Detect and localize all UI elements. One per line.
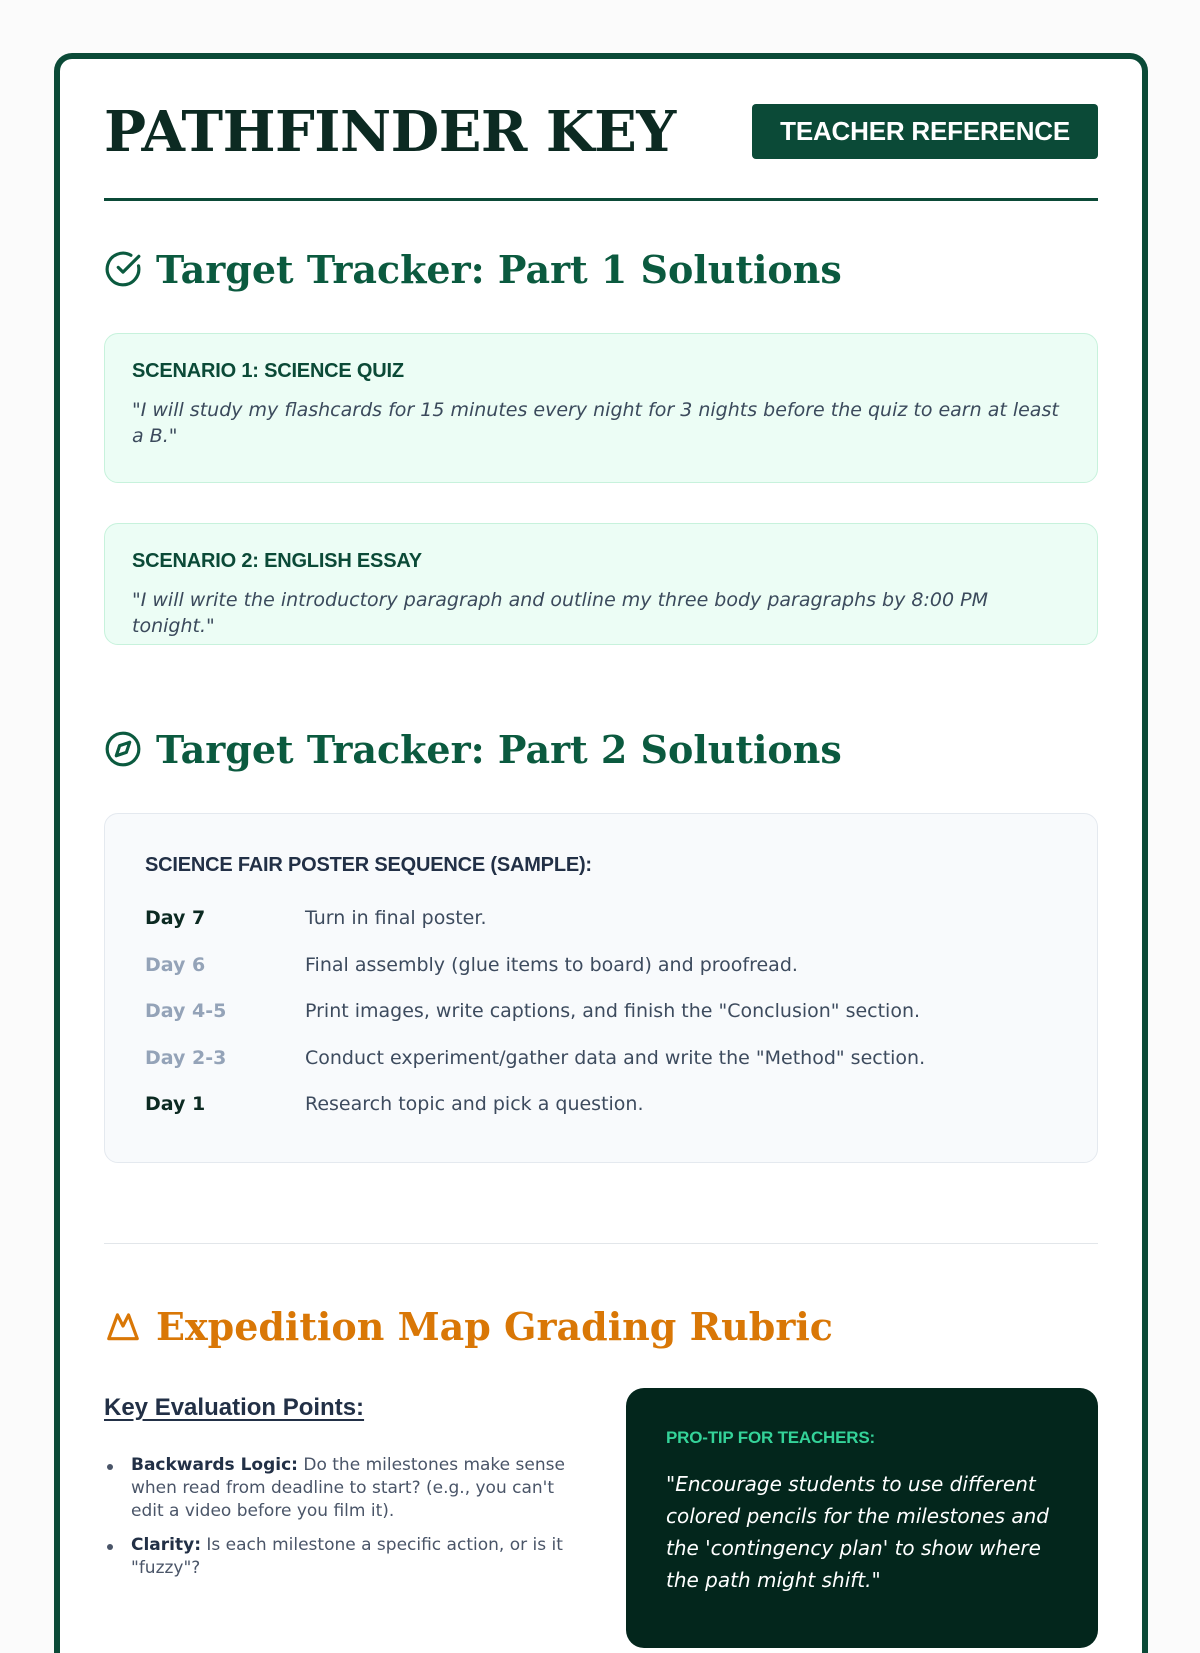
point-label: Clarity:	[131, 1535, 201, 1555]
sequence-day: Day 6	[145, 953, 206, 976]
rubric-heading-text: Expedition Map Grading Rubric	[156, 1303, 833, 1349]
sequence-task: Research topic and pick a question.	[305, 1093, 644, 1116]
sequence-day: Day 4-5	[145, 1000, 227, 1023]
point-text: Do the milestones make sense when read from deadline to start? (e.g., you can't edit a video before you film it).	[131, 1455, 565, 1521]
scenario-card	[104, 523, 1098, 645]
pro-tip-quote: "Encourage students to use different colored pencils for the milestones and the 'contingency plan' to show where the path might shift."	[666, 1472, 1049, 1592]
rubric-section	[104, 1388, 1098, 1648]
point-text: Is each milestone a specific action, or is it "fuzzy"?	[131, 1535, 563, 1578]
scenario-title: SCENARIO 2: ENGLISH ESSAY	[132, 550, 422, 572]
check-circle-icon	[104, 250, 142, 288]
key-evaluation-title: Key Evaluation Points:	[104, 1394, 365, 1421]
sequence-row	[145, 1081, 1057, 1128]
section-divider	[104, 1243, 1098, 1244]
sequence-task: Turn in final poster.	[305, 907, 487, 930]
evaluation-points	[104, 1388, 574, 1648]
sequence-row	[145, 895, 1057, 942]
sequence-day: Day 7	[145, 907, 206, 930]
list-item	[104, 1454, 574, 1523]
pro-tip-title: PRO-TIP FOR TEACHERS:	[666, 1428, 875, 1447]
sequence-title: SCIENCE FAIR POSTER SEQUENCE (SAMPLE):	[145, 854, 592, 876]
scenario-answer: "I will write the introductory paragraph and outline my three body paragraphs by 8:00 PM tonight."	[132, 589, 988, 637]
sequence-task: Conduct experiment/gather data and write the "Method" section.	[305, 1046, 926, 1069]
evaluation-list	[104, 1454, 574, 1580]
part1-heading-text: Target Tracker: Part 1 Solutions	[156, 246, 842, 292]
page-header	[104, 59, 1098, 201]
part2-heading-text: Target Tracker: Part 2 Solutions	[156, 726, 842, 772]
sequence-task: Final assembly (glue items to board) and proofread.	[305, 953, 798, 976]
rubric-heading	[104, 1304, 1098, 1348]
page-title: PATHFINDER KEY	[104, 98, 676, 165]
sequence-row	[145, 942, 1057, 989]
teacher-reference-badge: TEACHER REFERENCE	[752, 104, 1098, 159]
answer-key-card	[54, 53, 1148, 1653]
part2-heading	[104, 727, 1098, 771]
sequence-day: Day 2-3	[145, 1046, 227, 1069]
sequence-row	[145, 1035, 1057, 1082]
part1-heading	[104, 247, 1098, 291]
list-item	[104, 1534, 574, 1580]
sequence-task: Print images, write captions, and finish the "Conclusion" section.	[305, 1000, 921, 1023]
point-label: Backwards Logic:	[131, 1455, 298, 1475]
scenario-answer: "I will study my flashcards for 15 minutes every night for 3 nights before the quiz to earn at least a B."	[132, 399, 1059, 447]
sequence-day: Day 1	[145, 1093, 206, 1116]
poster-sequence-box	[104, 813, 1098, 1163]
compass-icon	[104, 730, 142, 768]
mountain-icon	[104, 1307, 142, 1345]
sequence-row	[145, 988, 1057, 1035]
scenario-title: SCENARIO 1: SCIENCE QUIZ	[132, 360, 404, 382]
scenario-card	[104, 333, 1098, 483]
pro-tip-card	[626, 1388, 1098, 1648]
